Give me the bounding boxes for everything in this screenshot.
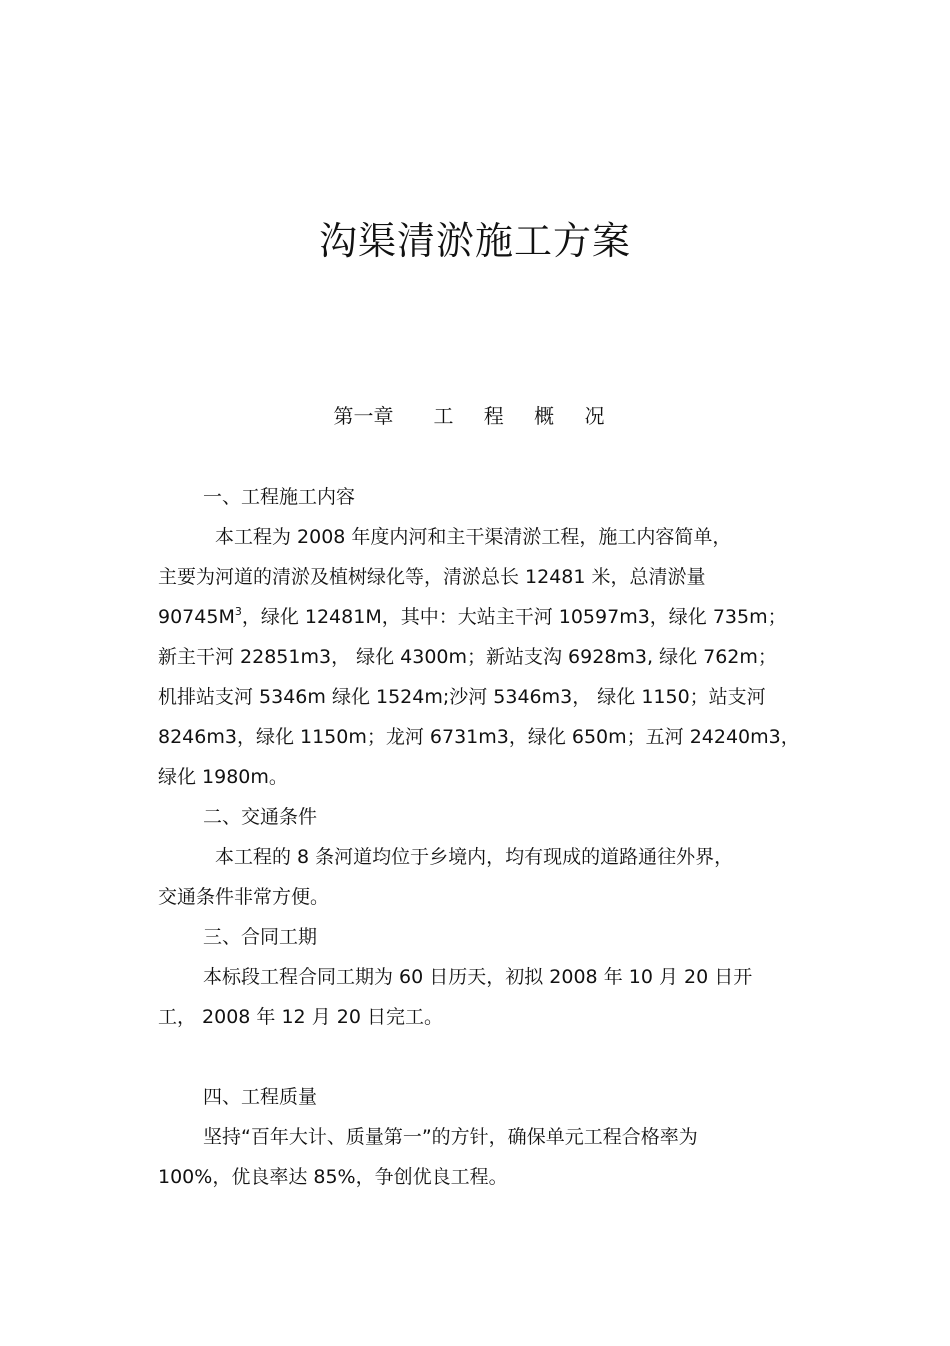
section-1-line-5: 机排站支河 5346m 绿化 1524m;沙河 5346m3， 绿化 1150；站支河	[158, 686, 766, 708]
section-2-line-1: 本工程的 8 条河道均位于乡境内，均有现成的道路通往外界，	[215, 846, 734, 868]
section-heading-2: 二、交通条件	[203, 806, 318, 828]
section-heading-4: 四、工程质量	[203, 1086, 318, 1108]
document-title: 沟渠清淤施工方案	[318, 219, 631, 263]
chapter-label: 第一章	[333, 404, 394, 428]
section-4-line-1: 坚持“百年大计、质量第一”的方针，确保单元工程合格率为	[203, 1126, 698, 1148]
volume-value: 90745M	[158, 606, 235, 628]
section-1-line-1: 本工程为 2008 年度内河和主干渠清淤工程，施工内容简单，	[215, 526, 732, 548]
cubic-superscript: 3	[234, 605, 242, 618]
section-1-line-6: 8246m3，绿化 1150m；龙河 6731m3，绿化 650m；五河 24240m3，	[158, 726, 800, 748]
section-1-line-7: 绿化 1980m。	[158, 766, 288, 788]
chapter-heading	[0, 400, 950, 429]
section-1-line-3	[158, 602, 787, 629]
section-1-line-4: 新主干河 22851m3， 绿化 4300m；新站支沟 6928m3, 绿化 762m；	[158, 646, 777, 668]
volume-rest: ，绿化 12481M，其中：大站主干河 10597m3，绿化 735m；	[241, 606, 787, 628]
section-heading-3: 三、合同工期	[203, 926, 318, 948]
section-1-line-2: 主要为河道的清淤及植树绿化等，清淤总长 12481 米，总清淤量	[158, 566, 706, 588]
chapter-name: 工 程 概 况	[433, 404, 617, 428]
section-3-line-1: 本标段工程合同工期为 60 日历天，初拟 2008 年 10 月 20 日开	[203, 966, 753, 988]
section-heading-1: 一、工程施工内容	[203, 486, 356, 508]
section-4-line-2: 100%，优良率达 85%，争创优良工程。	[158, 1166, 508, 1188]
section-2-line-2: 交通条件非常方便。	[158, 886, 330, 908]
section-3-line-2: 工， 2008 年 12 月 20 日完工。	[158, 1006, 443, 1028]
